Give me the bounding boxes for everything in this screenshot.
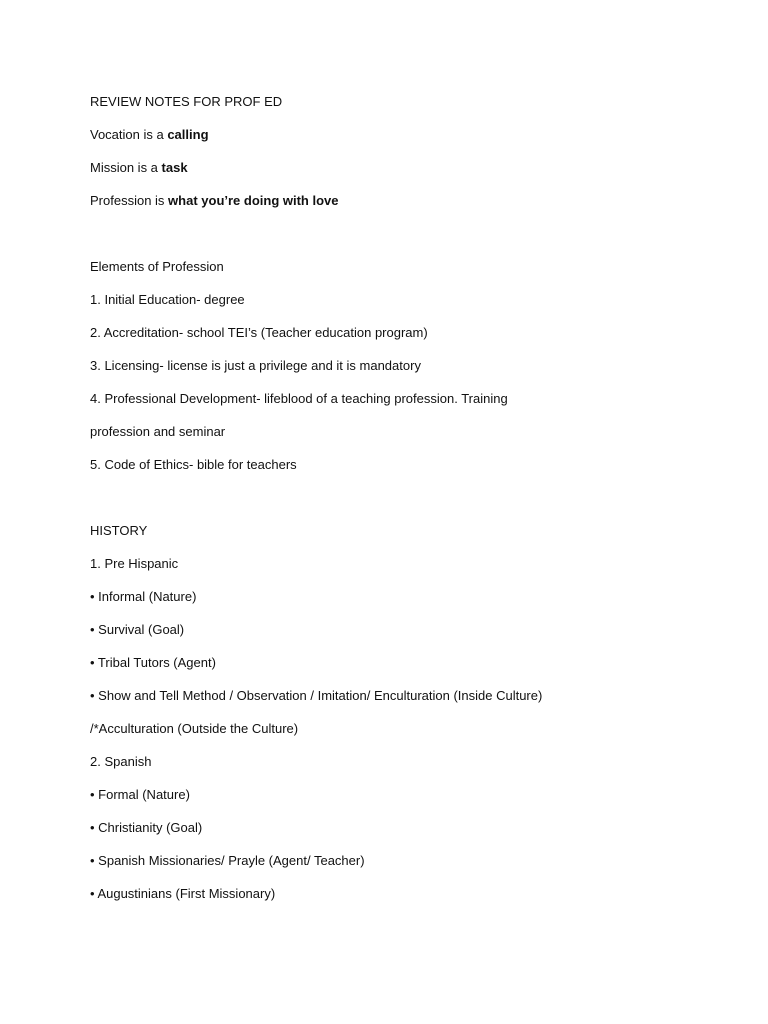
- definition-prefix: Vocation is a: [90, 127, 168, 142]
- list-item: • Formal (Nature): [90, 787, 190, 802]
- definition-prefix: Profession is: [90, 193, 169, 208]
- list-item: • Tribal Tutors (Agent): [90, 655, 216, 670]
- definition-prefix: Mission is a: [90, 160, 162, 175]
- definition-vocation: [90, 125, 730, 145]
- list-item: • Christianity (Goal): [90, 820, 203, 835]
- list-item: 2. Spanish: [90, 754, 152, 769]
- definition-term: calling: [167, 127, 209, 142]
- history-heading: HISTORY: [90, 523, 148, 538]
- list-item: 5. Code of Ethics- bible for teachers: [90, 457, 297, 472]
- list-item-continuation: profession and seminar: [90, 424, 226, 439]
- list-item: • Augustinians (First Missionary): [90, 886, 276, 901]
- document-content: [90, 92, 730, 917]
- list-item: 1. Pre Hispanic: [90, 556, 179, 571]
- definition-profession: [90, 191, 730, 211]
- list-item: 4. Professional Development- lifeblood of a teaching profession. Training: [90, 391, 508, 406]
- list-item: 3. Licensing- license is just a privilege and it is mandatory: [90, 358, 421, 373]
- list-item: • Show and Tell Method / Observation / Imitation/ Enculturation (Inside Culture): [90, 688, 543, 703]
- list-item: 1. Initial Education- degree: [90, 292, 245, 307]
- list-item: 2. Accreditation- school TEI’s (Teacher education program): [90, 325, 428, 340]
- list-item: • Spanish Missionaries/ Prayle (Agent/ Teacher): [90, 853, 365, 868]
- list-item-continuation: /*Acculturation (Outside the Culture): [90, 721, 299, 736]
- document-title: REVIEW NOTES FOR PROF ED: [90, 94, 283, 109]
- definition-mission: [90, 158, 730, 178]
- definition-term: what you’re doing with love: [168, 193, 339, 208]
- list-item: • Informal (Nature): [90, 589, 197, 604]
- definition-term: task: [161, 160, 188, 175]
- elements-heading: Elements of Profession: [90, 259, 224, 274]
- list-item: • Survival (Goal): [90, 622, 185, 637]
